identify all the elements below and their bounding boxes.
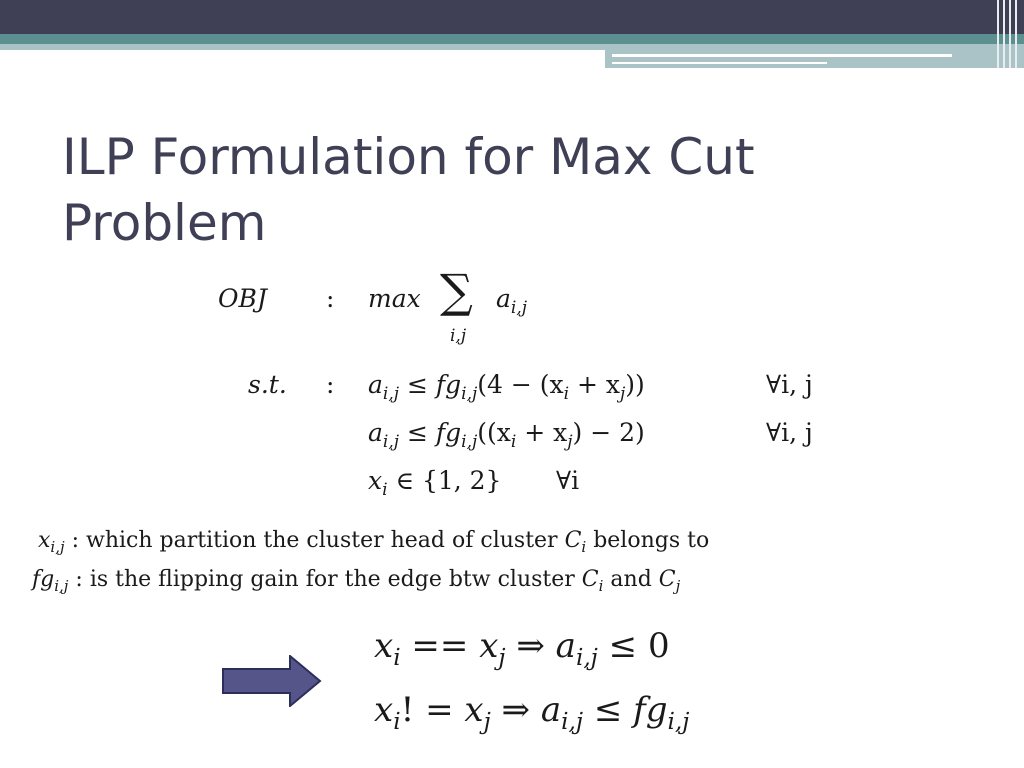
header-tab-line xyxy=(612,62,827,64)
sum-symbol: ∑ xyxy=(440,264,473,318)
constraint-3-quantifier: ∀i xyxy=(556,466,580,495)
header-teal-band xyxy=(0,34,1024,44)
header-corner-stripes xyxy=(993,0,1024,68)
constraints-colon: : xyxy=(326,370,335,399)
constraint-3: $x_i$ ∈ {1, 2} xyxy=(368,466,502,500)
definition-fg: $fg_{i,j}$ : is the flipping gain for the edge btw cluster $C_i$ and $C_j$ xyxy=(32,567,681,596)
constraints-label: s.t. xyxy=(248,370,287,399)
objective-term: $a_{i,j}$ xyxy=(496,284,528,318)
objective-max: max xyxy=(368,284,421,313)
constraint-2: $a_{i,j} \le fg_{i,j}((x_i + x_j) - 2)$ xyxy=(368,418,645,452)
objective-label: OBJ xyxy=(218,284,267,313)
header-tab-line xyxy=(612,54,952,57)
header-dark-band xyxy=(0,0,1024,34)
header-light-band xyxy=(0,44,605,50)
definition-x: $x_{i,j}$ : which partition the cluster head of cluster $C_i$ belongs to xyxy=(38,528,710,557)
slide-title: ILP Formulation for Max Cut Problem xyxy=(62,128,755,252)
constraint-1-quantifier: ∀i, j xyxy=(766,370,813,399)
constraint-1: $a_{i,j} \le fg_{i,j}(4 - (x_i + x_j))$ xyxy=(368,370,645,404)
right-arrow-icon xyxy=(222,655,322,707)
implication-not-equal: $x_i$! = $x_j$ ⇒ $a_{i,j} \le fg_{i,j}$ xyxy=(374,690,690,736)
constraint-2-quantifier: ∀i, j xyxy=(766,418,813,447)
objective-colon: : xyxy=(326,284,335,313)
sum-index: i,j xyxy=(450,326,467,346)
implication-equal: $x_i == x_j$ ⇒ $a_{i,j} \le 0$ xyxy=(374,626,670,672)
